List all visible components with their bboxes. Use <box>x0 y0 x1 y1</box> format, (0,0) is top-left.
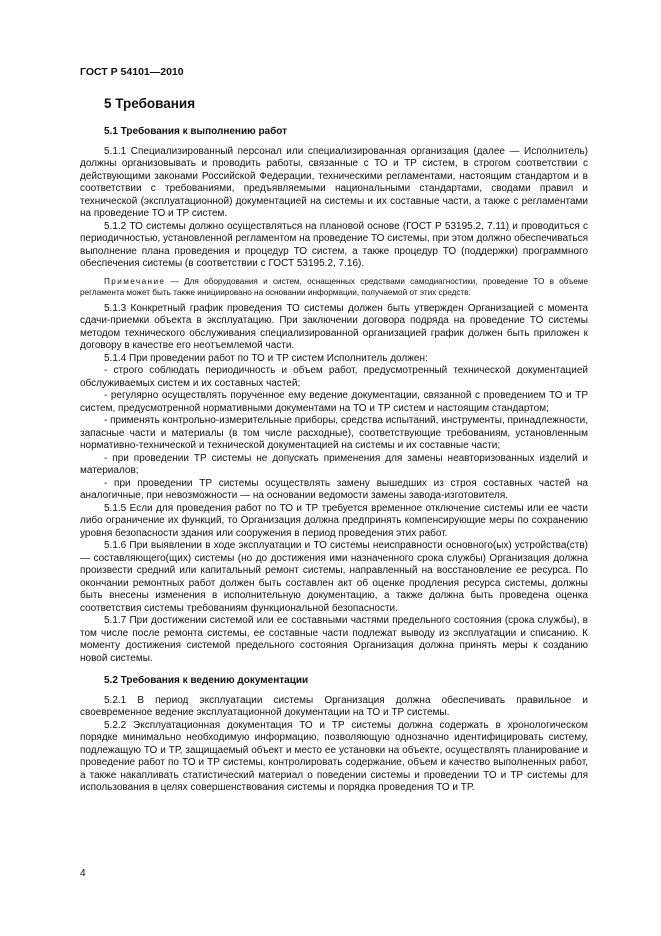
subsection-title-5-2: 5.2 Требования к ведению документации <box>104 675 309 686</box>
paragraph-5-1-3: 5.1.3 Конкретный график проведения ТО системы должен быть утвержден Организацией с момента сдачи-приемки объекта в эксплуатацию. При заключении договора подряда на проведение ТО системы методом технического обслуживания специализированной организацией график должен быть приложен к договору в качестве его неотъемлемой части. <box>80 302 588 351</box>
page-number: 4 <box>80 868 86 879</box>
note-text: — Для оборудования и систем, оснащенных средствами самодиагностики, проведение ТО в объеме регламента может быть также инициировано на основании информации, получаемой от этих средств. <box>80 276 588 297</box>
paragraph-5-1-7: 5.1.7 При достижении системой или ее составными частями предельного состояния (срока службы), в том числе после ремонта системы, ее составные части подлежат выводу из эксплуатации и списанию. К моменту достижения системой предельного состояния Организация должна принять меры к созданию новой системы. <box>80 615 588 664</box>
list-item: - строго соблюдать периодичность и объем работ, предусмотренный технической документацией обслуживаемых систем и их составных частей; <box>80 365 588 389</box>
section-title: 5 Требования <box>104 96 196 111</box>
list-item: - применять контрольно-измерительные приборы, средства испытаний, инструменты, принадлежности, запасные части и материалы (в том числе расходные), соответствующие требованиям, установленным нормативно-технической и технической документацией на системы и их составные части; <box>80 415 588 451</box>
subsection-title-5-1: 5.1 Требования к выполнению работ <box>104 126 288 137</box>
paragraph-5-2-2: 5.2.2 Эксплуатационная документация ТО и ТР системы должна содержать в хронологическом порядке минимально необходимую информацию, позволяющую однозначно идентифицировать систему, подлежащую ТО и ТР, защищаемый объект и место ее установки на объекте, осуществлять планирование и проведение работ по ТО и ТР системы, контролировать содержание, объем и качество выполненных работ, а также накапливать статистический материал о поведении системы и проведении ТО и ТР системы для использования в целях совершенствования системы и порядка проведения ТО и ТР. <box>80 719 588 793</box>
note <box>80 276 588 298</box>
paragraph-5-2-1: 5.2.1 В период эксплуатации системы Организация должна обеспечивать правильное и своевременное ведение эксплуатационной документации на ТО и ТР системы. <box>80 694 588 718</box>
document-code: ГОСТ Р 54101—2010 <box>80 66 184 78</box>
document-body <box>80 126 588 795</box>
list-item: - при проведении ТР системы осуществлять замену вышедших из строя составных частей на аналогичные, при невозможности — на основании ведомости замены завода-изготовителя. <box>80 477 588 501</box>
paragraph-5-1-5: 5.1.5 Если для проведения работ по ТО и ТР требуется временное отключение системы или ее части либо ограничение их функций, то Организация должна предпринять компенсирующие меры по сохранению уровня безопасности здания или сооружения в период проведения этих работ. <box>80 502 588 539</box>
paragraph-5-1-2: 5.1.2 ТО системы должно осуществляться на плановой основе (ГОСТ Р 53195.2, 7.11) и проводиться с периодичностью, установленной регламентом на проведение ТО системы, при этом должно обеспечиваться выполнение плана проведения и процедур ТО систем, а также процедур ТО (поддержки) программного обеспечения системы (в соответствии с ГОСТ 53195.2, 7.16). <box>80 220 588 269</box>
list-item: - при проведении ТР системы не допускать применения для замены неавторизованных изделий и материалов; <box>80 452 588 476</box>
note-label: Примечание <box>104 276 166 286</box>
list-item: - регулярно осуществлять порученное ему ведение документации, связанной с проведением ТО и ТР систем, предусмотренной нормативными документами на ТО и ТР систем и настоящим стандартом; <box>80 390 588 414</box>
paragraph-5-1-1: 5.1.1 Специализированный персонал или специализированная организация (далее — Исполнитель) должны организовывать и проводить работы, связанные с ТО и ТР систем, в строгом соответствии с действующими законами Российской Федерации, техническими регламентами, настоящим стандартом и в соответствии с требованиями, предъявляемыми национальными стандартами, сводами правил и технической (эксплуатационной) документацией на системы и их составные части, а также с регламентами на проведение ТО и ТР систем. <box>80 145 588 219</box>
paragraph-5-1-4: 5.1.4 При проведении работ по ТО и ТР систем Исполнитель должен: <box>104 352 428 364</box>
paragraph-5-1-6: 5.1.6 При выявлении в ходе эксплуатации и ТО системы неисправности основного(ых) устройства(ств) — составляющего(щих) системы (но до достижения ими назначенного срока службы) Организация должна произвести средний или капитальный ремонт системы, направленный на восстановление ее ресурса. По окончании ремонтных работ должен быть составлен акт об оценке продления ресурса системы, должны быть внесены изменения в исполнительную документацию, а также должна быть проведена оценка соответствия системы требованиям функциональной безопасности. <box>80 540 588 614</box>
